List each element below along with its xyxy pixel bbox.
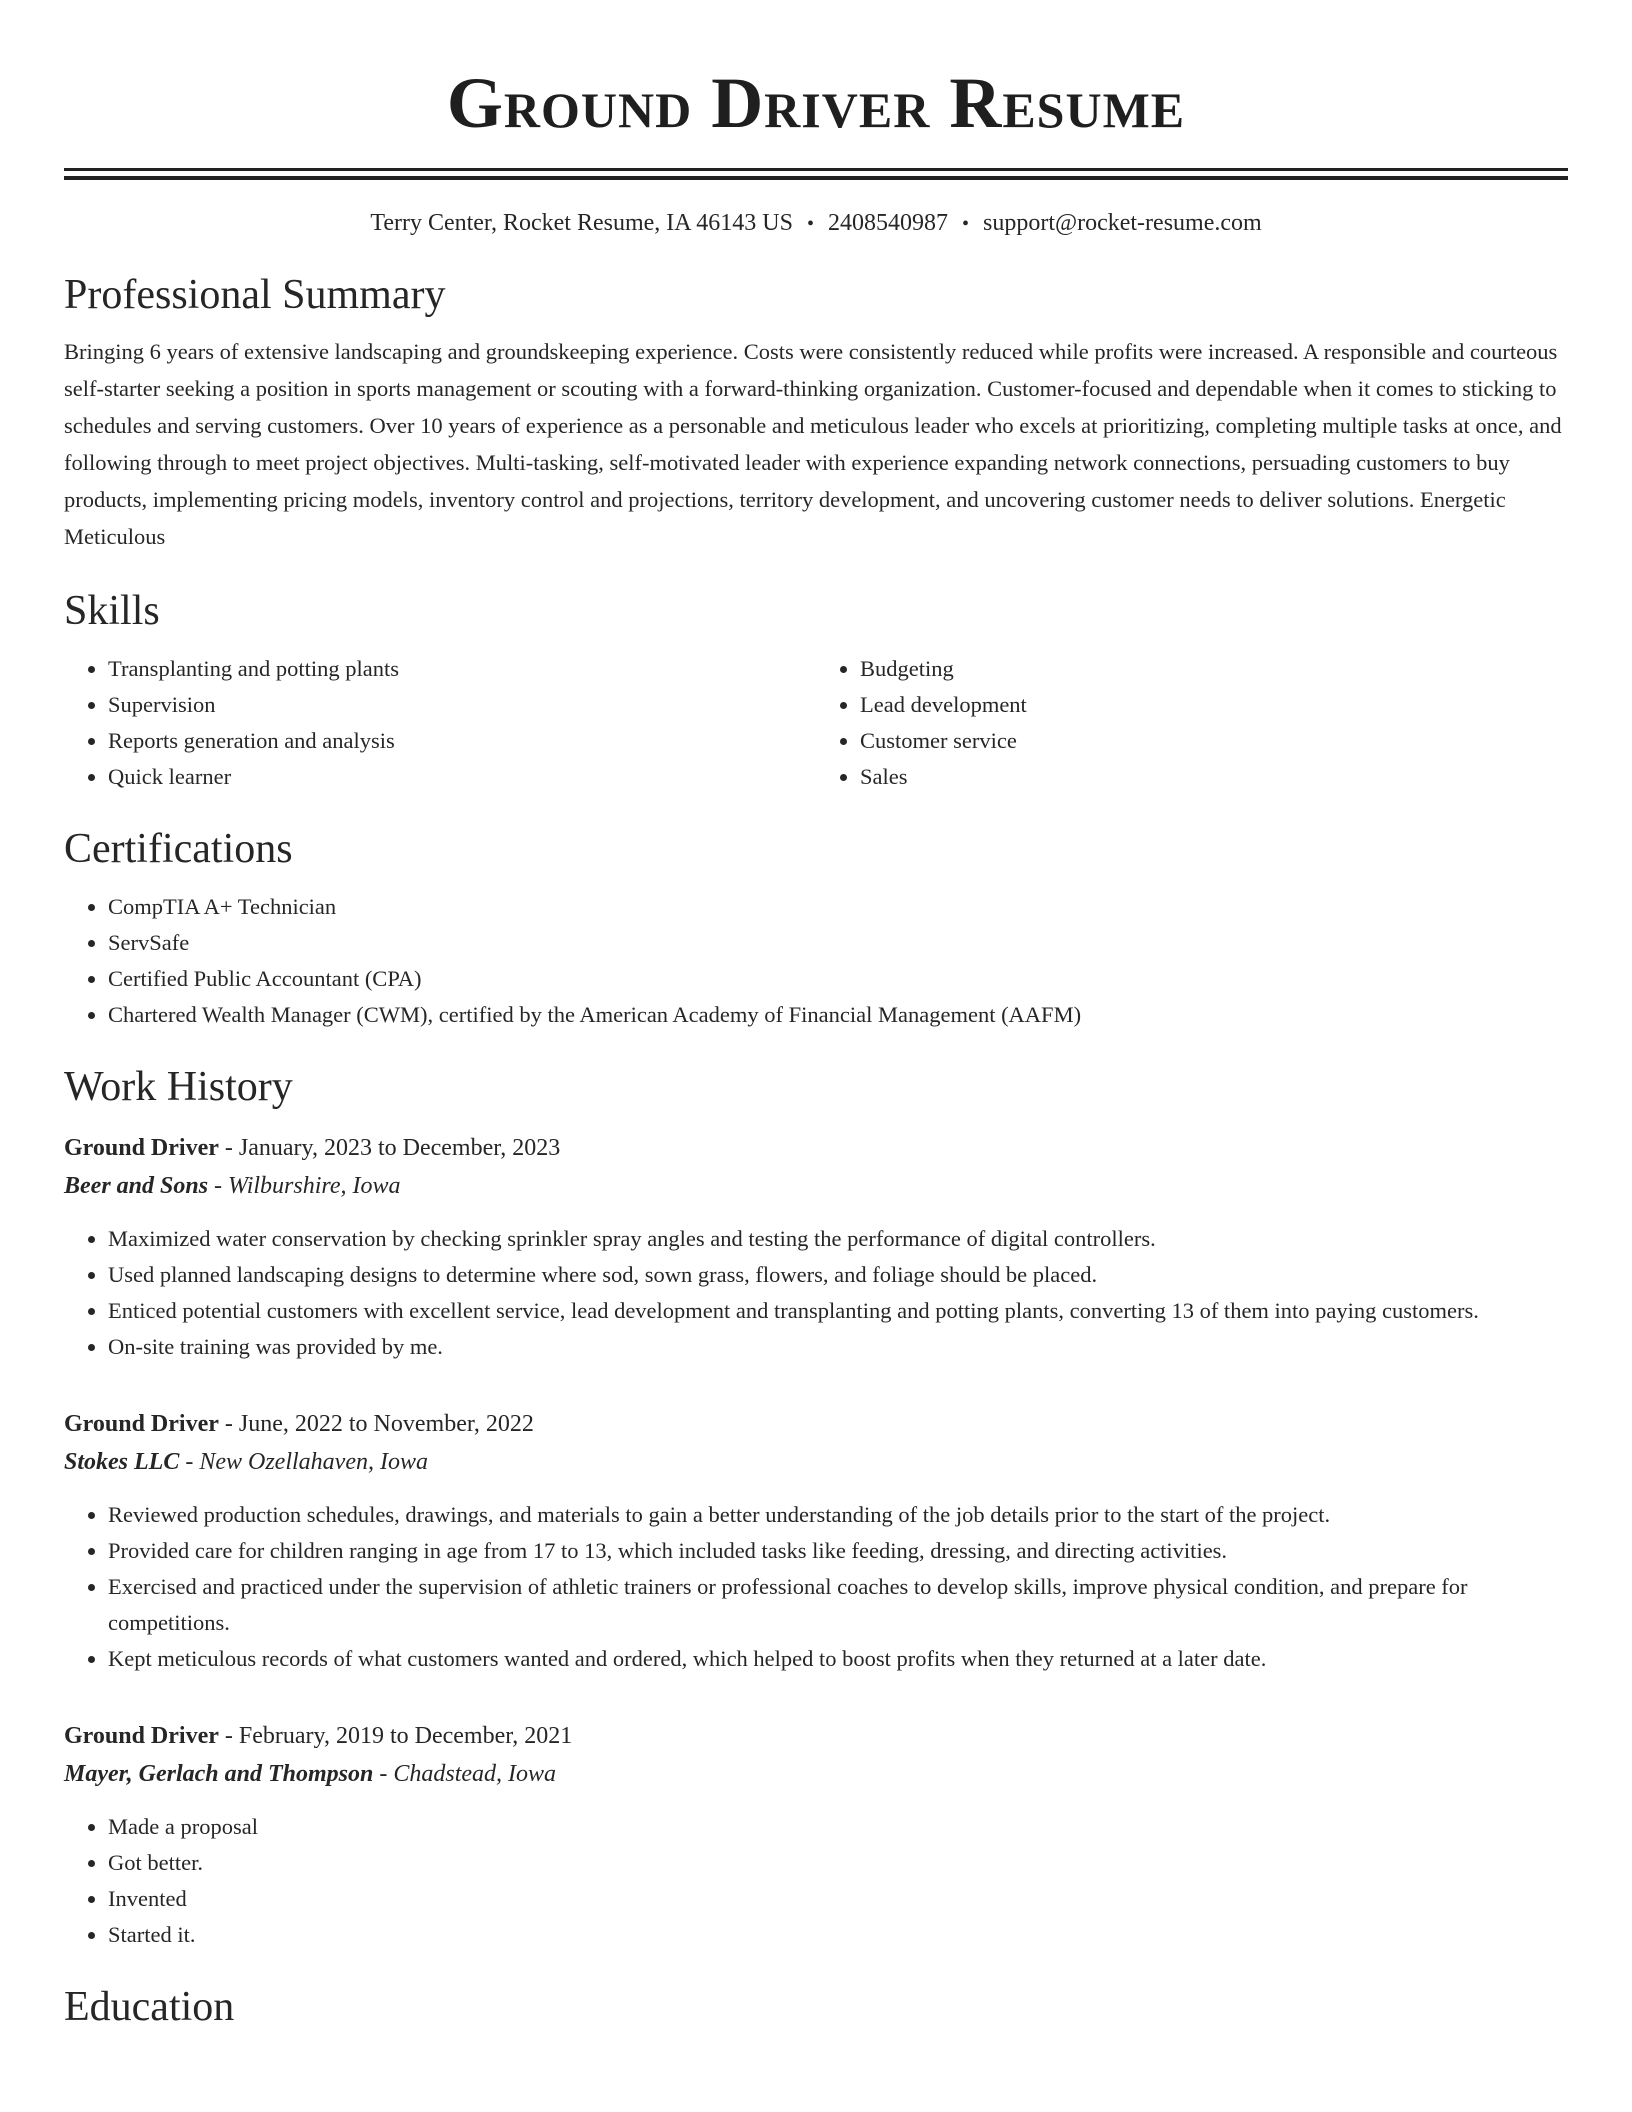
contact-separator: • <box>806 213 814 235</box>
certifications-list <box>64 889 1568 1033</box>
job-company: Beer and Sons <box>64 1173 209 1199</box>
work-history-section <box>64 1059 1568 1953</box>
skills-grid <box>64 651 1568 795</box>
contact-phone: 2408540987 <box>827 210 948 236</box>
skill-item: • Budgeting <box>860 651 1568 687</box>
job-bullet: • On-site training was provided by me. <box>108 1329 1568 1365</box>
skills-list-left <box>64 651 816 795</box>
certification-item: • ServSafe <box>108 925 1568 961</box>
job-bullet: • Made a proposal <box>108 1809 1568 1845</box>
job-title: Ground Driver <box>64 1135 219 1161</box>
skill-item: • Sales <box>860 759 1568 795</box>
skill-item: • Quick learner <box>108 759 816 795</box>
job-company: Stokes LLC <box>64 1449 180 1475</box>
job-location: - Chadstead, Iowa <box>373 1761 557 1787</box>
job-header <box>64 1129 1568 1167</box>
job-header <box>64 1717 1568 1755</box>
job-dates: - January, 2023 to December, 2023 <box>218 1135 561 1161</box>
education-section <box>64 1979 1568 2035</box>
job-bullet: • Got better. <box>108 1845 1568 1881</box>
skill-item: • Supervision <box>108 687 816 723</box>
certification-item: • Certified Public Accountant (CPA) <box>108 961 1568 997</box>
job-bullet: • Exercised and practiced under the supervision of athletic trainers or professional coaches to develop skills, improve physical condition, and prepare for competitions. <box>108 1569 1568 1641</box>
summary-section <box>64 267 1568 555</box>
job-title: Ground Driver <box>64 1723 219 1749</box>
job-company: Mayer, Gerlach and Thompson <box>64 1761 374 1787</box>
certification-item: • CompTIA A+ Technician <box>108 889 1568 925</box>
contact-line <box>64 206 1568 241</box>
job-employer-line <box>64 1167 1568 1205</box>
section-heading-summary: Professional Summary <box>64 272 446 318</box>
job-employer-line <box>64 1755 1568 1793</box>
job-bullet: • Provided care for children ranging in age from 17 to 13, which included tasks like feeding, dressing, and directing activities. <box>108 1533 1568 1569</box>
job-bullet: • Kept meticulous records of what customers wanted and ordered, which helped to boost profits when they returned at a later date. <box>108 1641 1568 1677</box>
job-bullets <box>64 1809 1568 1953</box>
job-entry <box>64 1405 1568 1677</box>
skills-list-right <box>816 651 1568 795</box>
contact-email: support@rocket-resume.com <box>982 210 1262 236</box>
job-title: Ground Driver <box>64 1411 219 1437</box>
job-entry <box>64 1717 1568 1953</box>
job-location: - New Ozellahaven, Iowa <box>179 1449 428 1475</box>
job-employer-line <box>64 1443 1568 1481</box>
job-dates: - June, 2022 to November, 2022 <box>218 1411 534 1437</box>
skill-item: • Transplanting and potting plants <box>108 651 816 687</box>
skills-section <box>64 583 1568 795</box>
job-entry <box>64 1129 1568 1365</box>
skill-item: • Customer service <box>860 723 1568 759</box>
page-title: Ground Driver Resume <box>446 63 1186 143</box>
job-bullet: • Used planned landscaping designs to determine where sod, sown grass, flowers, and foliage should be placed. <box>108 1257 1568 1293</box>
job-bullets <box>64 1497 1568 1677</box>
section-heading-certifications: Certifications <box>64 826 293 872</box>
section-heading-work-history: Work History <box>64 1064 293 1110</box>
job-bullet: • Reviewed production schedules, drawings, and materials to gain a better understanding of the job details prior to the start of the project. <box>108 1497 1568 1533</box>
job-location: - Wilburshire, Iowa <box>208 1173 401 1199</box>
section-heading-education: Education <box>64 1984 235 2030</box>
section-heading-skills: Skills <box>64 588 160 634</box>
certifications-section <box>64 821 1568 1033</box>
summary-text: Bringing 6 years of extensive landscaping and groundskeeping experience. Costs were consistently reduced while profits were increased. A responsible and courteous self-starter seeking a position in sports management or scouting with a forward-thinking organization. Customer-focused and dependable when it comes to sticking to schedules and serving customers. Over 10 years of experience as a personable and meticulous leader who excels at prioritizing, completing multiple tasks at once, and following through to meet project objectives. Multi-tasking, self-motivated leader with experience expanding network connections, persuading customers to buy products, implementing pricing models, inventory control and projections, territory development, and uncovering customer needs to deliver solutions. Energetic Meticulous <box>64 339 1562 549</box>
certification-item: • Chartered Wealth Manager (CWM), certified by the American Academy of Financial Management (AAFM) <box>108 997 1568 1033</box>
job-dates: - February, 2019 to December, 2021 <box>218 1723 573 1749</box>
title-divider <box>64 168 1568 180</box>
contact-separator: • <box>961 213 969 235</box>
skill-item: • Reports generation and analysis <box>108 723 816 759</box>
job-bullet: • Invented <box>108 1881 1568 1917</box>
job-header <box>64 1405 1568 1443</box>
job-bullet: • Started it. <box>108 1917 1568 1953</box>
skill-item: • Lead development <box>860 687 1568 723</box>
job-bullets <box>64 1221 1568 1365</box>
contact-address: Terry Center, Rocket Resume, IA 46143 US <box>370 210 793 236</box>
job-bullet: • Maximized water conservation by checking sprinkler spray angles and testing the performance of digital controllers. <box>108 1221 1568 1257</box>
job-bullet: • Enticed potential customers with excellent service, lead development and transplanting and potting plants, converting 13 of them into paying customers. <box>108 1293 1568 1329</box>
